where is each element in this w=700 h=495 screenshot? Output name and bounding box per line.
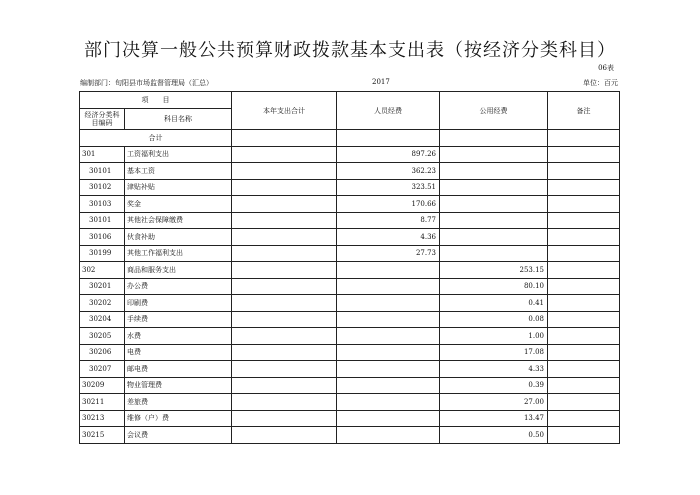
row-name: 维修（户）费 [125,410,232,427]
row-code: 30207 [80,361,125,378]
row-public [440,163,548,180]
currency-unit: 单位：百元 [583,79,618,87]
row-total [232,146,337,163]
table-row [80,262,620,279]
row-code: 301 [80,146,125,163]
row-personnel [337,427,440,444]
row-code: 30209 [80,377,125,394]
row-public [440,146,548,163]
row-public: 1.00 [440,328,548,345]
row-personnel: 362.23 [337,163,440,180]
row-name: 物业管理费 [125,377,232,394]
row-note [548,163,620,180]
row-public [440,212,548,229]
row-total [232,196,337,213]
header-item: 项 目 [80,92,232,109]
row-code: 30106 [80,229,125,246]
page-title: 部门决算一般公共预算财政拨款基本支出表（按经济分类科目） [84,40,616,61]
compiling-department: 编制部门：旬阳县市场监督管理局（汇总） [80,79,213,87]
row-name: 水费 [125,328,232,345]
row-note [548,146,620,163]
table-row [80,229,620,246]
row-code: 302 [80,262,125,279]
row-public [440,196,548,213]
row-name: 奖金 [125,196,232,213]
row-name: 邮电费 [125,361,232,378]
header-public: 公用经费 [440,92,548,130]
row-name: 差旅费 [125,394,232,411]
row-personnel: 323.51 [337,179,440,196]
row-code: 30205 [80,328,125,345]
table-row [80,196,620,213]
table-row [80,328,620,345]
table-row [80,427,620,444]
row-total [232,212,337,229]
total-row-personnel [337,130,440,147]
row-total [232,328,337,345]
row-public: 80.10 [440,278,548,295]
row-public: 0.39 [440,377,548,394]
row-name: 津贴补贴 [125,179,232,196]
row-personnel [337,377,440,394]
header-note: 备注 [548,92,620,130]
header-personnel: 人员经费 [337,92,440,130]
row-public [440,245,548,262]
row-total [232,410,337,427]
row-note [548,377,620,394]
row-code: 30206 [80,344,125,361]
row-public: 0.50 [440,427,548,444]
row-code: 30199 [80,245,125,262]
row-note [548,344,620,361]
row-code: 30213 [80,410,125,427]
row-total [232,179,337,196]
row-name: 会议费 [125,427,232,444]
total-row [80,130,620,147]
table-row [80,410,620,427]
row-total [232,295,337,312]
row-note [548,229,620,246]
row-note [548,196,620,213]
table-row [80,179,620,196]
table-row [80,394,620,411]
row-personnel [337,295,440,312]
row-total [232,344,337,361]
row-personnel: 8.77 [337,212,440,229]
row-total [232,245,337,262]
row-note [548,295,620,312]
row-note [548,311,620,328]
row-personnel [337,410,440,427]
expenditure-table [79,91,620,444]
table-row [80,163,620,180]
row-code: 30101 [80,163,125,180]
row-total [232,361,337,378]
row-name: 商品和服务支出 [125,262,232,279]
row-public [440,179,548,196]
row-personnel: 27.73 [337,245,440,262]
row-name: 基本工资 [125,163,232,180]
row-name: 伙食补助 [125,229,232,246]
row-personnel [337,278,440,295]
row-note [548,262,620,279]
row-note [548,278,620,295]
row-code: 30103 [80,196,125,213]
row-note [548,361,620,378]
row-code: 30201 [80,278,125,295]
row-total [232,394,337,411]
row-name: 其他工作福利支出 [125,245,232,262]
row-total [232,163,337,180]
table-row [80,146,620,163]
header-name: 科目名称 [125,109,232,130]
row-name: 办公费 [125,278,232,295]
row-personnel [337,361,440,378]
row-personnel [337,311,440,328]
row-total [232,311,337,328]
row-public: 0.41 [440,295,548,312]
row-name: 手续费 [125,311,232,328]
row-note [548,328,620,345]
row-personnel: 897.26 [337,146,440,163]
row-code: 30101 [80,212,125,229]
row-name: 其他社会保障缴费 [125,212,232,229]
table-row [80,278,620,295]
total-row-label: 合计 [80,130,232,147]
row-name: 电费 [125,344,232,361]
row-name: 工资福利支出 [125,146,232,163]
row-code: 30102 [80,179,125,196]
table-row [80,344,620,361]
row-personnel: 170.66 [337,196,440,213]
total-row-sum [232,130,337,147]
row-total [232,262,337,279]
table-body [80,130,620,444]
row-public: 0.08 [440,311,548,328]
row-code: 30204 [80,311,125,328]
table-row [80,361,620,378]
row-personnel [337,344,440,361]
row-note [548,245,620,262]
row-note [548,179,620,196]
row-note [548,410,620,427]
row-total [232,229,337,246]
row-code: 30211 [80,394,125,411]
header-total: 本年支出合计 [232,92,337,130]
row-personnel [337,262,440,279]
total-row-public [440,130,548,147]
report-year: 2017 [372,78,390,86]
row-public: 27.00 [440,394,548,411]
table-row [80,311,620,328]
row-public: 13.47 [440,410,548,427]
row-code: 30202 [80,295,125,312]
row-note [548,427,620,444]
table-row [80,212,620,229]
row-name: 印刷费 [125,295,232,312]
row-public [440,229,548,246]
table-row [80,377,620,394]
row-public: 253.15 [440,262,548,279]
table-row [80,245,620,262]
row-code: 30215 [80,427,125,444]
row-public: 17.08 [440,344,548,361]
row-note [548,394,620,411]
row-public: 4.33 [440,361,548,378]
row-total [232,427,337,444]
total-row-note [548,130,620,147]
table-row [80,295,620,312]
row-personnel [337,328,440,345]
row-personnel: 4.36 [337,229,440,246]
row-total [232,278,337,295]
row-note [548,212,620,229]
row-personnel [337,394,440,411]
form-number: 06表 [598,64,614,72]
header-code: 经济分类科目编码 [80,109,125,130]
row-total [232,377,337,394]
